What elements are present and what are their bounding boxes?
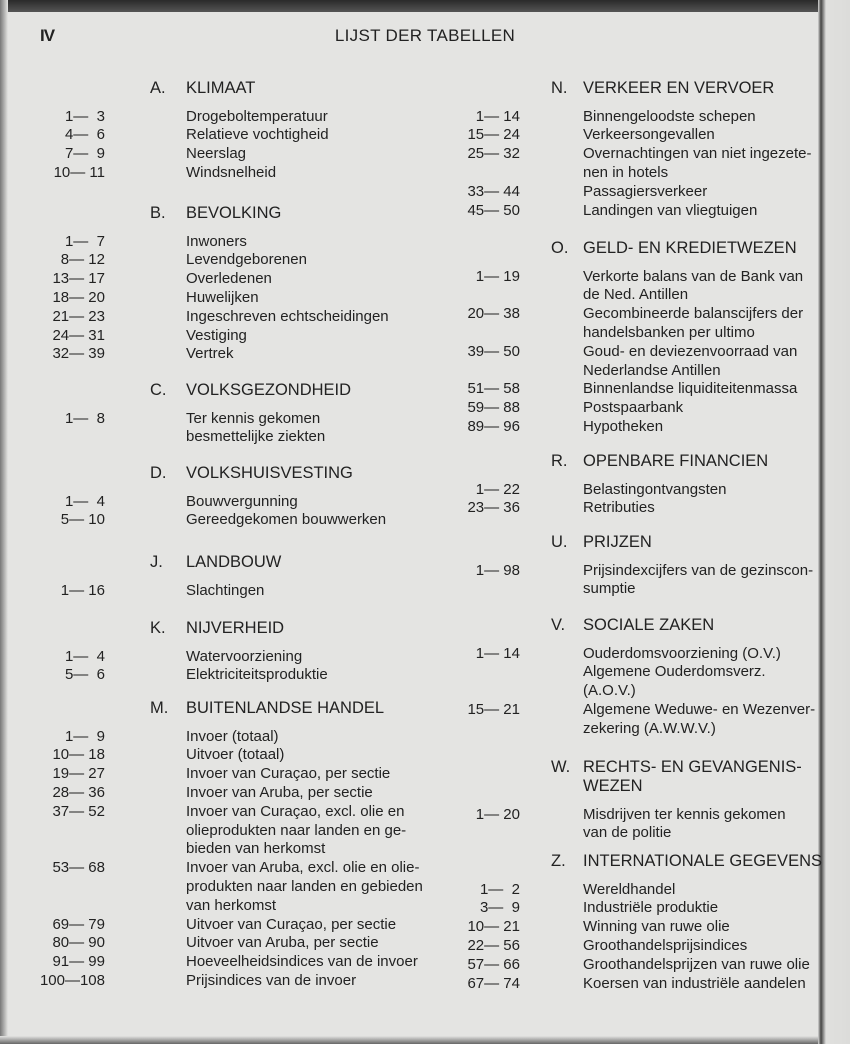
table-number-range: 10— 11 (53, 163, 105, 181)
table-number-range: 1— 14 (475, 107, 520, 125)
table-entry (420, 418, 850, 437)
table-entry (420, 663, 850, 701)
table-entry (420, 399, 850, 418)
table-number-range: 18— 20 (52, 288, 105, 306)
table-entry (0, 784, 440, 803)
table-number-range: 1— 3 (64, 107, 105, 125)
section-heading (420, 77, 850, 99)
table-number-range: 80— 90 (52, 934, 105, 952)
toc-section (0, 379, 440, 447)
table-entry (0, 126, 440, 145)
table-number-range: 39— 50 (467, 342, 520, 360)
section-items (0, 582, 440, 601)
table-entry (0, 648, 440, 667)
section-title-line: BEVOLKING (186, 204, 282, 222)
toc-section (0, 551, 440, 600)
section-heading (0, 202, 440, 224)
table-entry (420, 881, 850, 900)
section-title (583, 850, 822, 872)
table-number-range: 1— 4 (64, 647, 105, 665)
table-title-line: Levendgeborenen (186, 251, 307, 269)
section-title-line: VOLKSHUISVESTING (186, 464, 353, 482)
table-number-range: 1— 8 (64, 409, 105, 427)
section-title (583, 237, 797, 259)
table-entry (420, 645, 850, 664)
table-entry (420, 380, 850, 399)
toc-section (0, 617, 440, 685)
table-title-line: van de politie (583, 824, 672, 842)
table-title-line: Invoer (totaal) (186, 727, 279, 745)
table-entry (0, 270, 440, 289)
section-title (583, 531, 652, 553)
table-title-line: Groothandelsprijsindices (583, 936, 748, 954)
section-letter: C. (150, 381, 167, 399)
section-letter: V. (551, 616, 566, 634)
section-letter: Z. (551, 852, 566, 870)
section-title-line: VERKEER EN VERVOER (583, 79, 775, 97)
section-title-line: OPENBARE FINANCIEN (583, 452, 769, 470)
table-title-line: Neerslag (186, 145, 247, 163)
table-entry (0, 327, 440, 346)
section-letter: D. (150, 464, 167, 482)
table-number-range: 24— 31 (52, 326, 105, 344)
table-entry (0, 308, 440, 327)
table-title-line: Overnachtingen van niet ingezete- (583, 145, 812, 163)
table-title-line: Wereldhandel (583, 880, 676, 898)
section-heading (420, 531, 850, 553)
table-entry (0, 251, 440, 270)
section-title-line: VOLKSGEZONDHEID (186, 381, 352, 399)
table-number-range: 15— 24 (467, 126, 520, 144)
section-title-line: WEZEN (583, 777, 643, 795)
section-items (420, 806, 850, 844)
section-items (420, 481, 850, 519)
right-column (420, 0, 850, 1044)
section-items (420, 881, 850, 994)
table-entry (420, 183, 850, 202)
table-number-range: 1— 14 (475, 644, 520, 662)
table-title-line: Verkorte balans van de Bank van (583, 267, 804, 285)
table-entry (420, 806, 850, 844)
table-entry (0, 345, 440, 364)
toc-section (0, 77, 440, 183)
section-title (583, 450, 768, 472)
table-title-line: Vertrek (186, 345, 234, 363)
table-entry (420, 899, 850, 918)
section-title (186, 697, 384, 719)
table-entry (0, 765, 440, 784)
section-heading (420, 614, 850, 636)
table-entry (0, 859, 440, 915)
table-title-line: Windsnelheid (186, 163, 277, 181)
table-title-line: Misdrijven ter kennis gekomen (583, 805, 786, 823)
section-letter: N. (551, 79, 568, 97)
table-title-line: handelsbanken per ultimo (583, 323, 755, 341)
table-title-line: Ingeschreven echtscheidingen (186, 307, 389, 325)
table-title-line: (A.O.V.) (583, 682, 636, 700)
table-title-line: nen in hotels (583, 163, 669, 181)
table-number-range: 32— 39 (52, 345, 105, 363)
section-heading (420, 850, 850, 872)
table-title-line: Binnengeloodste schepen (583, 107, 756, 125)
table-title-line: Vestiging (186, 326, 247, 344)
table-entry (420, 305, 850, 343)
table-number-range: 89— 96 (467, 417, 520, 435)
table-title-line: Hypotheken (583, 417, 664, 435)
table-entry (420, 343, 850, 381)
section-letter: J. (150, 553, 163, 571)
table-number-range: 8— 12 (60, 251, 105, 269)
table-entry (420, 108, 850, 127)
table-title-line: Hoeveelheidsindices van de invoer (186, 953, 418, 971)
section-letter: U. (551, 533, 568, 551)
table-title-line: Relatieve vochtigheid (186, 126, 329, 144)
table-number-range: 1— 20 (475, 805, 520, 823)
table-entry (420, 481, 850, 500)
table-number-range: 53— 68 (52, 859, 105, 877)
table-entry (0, 108, 440, 127)
table-number-range: 91— 99 (52, 953, 105, 971)
table-entry (0, 233, 440, 252)
table-title-line: Winning van ruwe olie (583, 918, 730, 936)
table-title-line: Retributies (583, 499, 655, 517)
table-number-range: 10— 18 (52, 746, 105, 764)
section-letter: W. (551, 758, 571, 776)
table-title-line: Binnenlandse liquiditeitenmassa (583, 380, 798, 398)
section-heading (0, 379, 440, 401)
table-title-line: Prijsindices van de invoer (186, 971, 357, 989)
table-title-line: sumptie (583, 580, 636, 598)
table-number-range: 1— 7 (64, 232, 105, 250)
section-title (186, 379, 351, 401)
table-entry (420, 145, 850, 183)
table-entry (0, 934, 440, 953)
table-title-line: Gereedgekomen bouwwerken (186, 511, 387, 529)
section-items (420, 108, 850, 221)
table-number-range: 10— 21 (467, 918, 520, 936)
section-title-line: NIJVERHEID (186, 619, 285, 637)
section-heading (420, 450, 850, 472)
section-title (583, 77, 774, 99)
table-title-line: Prijsindexcijfers van de gezinscon- (583, 561, 814, 579)
section-items (420, 562, 850, 600)
section-heading (0, 77, 440, 99)
table-number-range: 15— 21 (467, 700, 520, 718)
table-number-range: 23— 36 (467, 499, 520, 517)
table-entry (420, 937, 850, 956)
section-heading (0, 697, 440, 719)
toc-section (0, 202, 440, 364)
section-heading (420, 756, 850, 797)
section-title (186, 202, 281, 224)
table-title-line: Elektriciteitsproduktie (186, 666, 328, 684)
table-entry (0, 145, 440, 164)
toc-section (420, 614, 850, 739)
section-letter: B. (150, 204, 166, 222)
table-number-range: 28— 36 (52, 783, 105, 801)
section-title-line: LANDBOUW (186, 553, 282, 571)
section-title-line: INTERNATIONALE GEGEVENS (583, 852, 822, 870)
table-title-line: Invoer van Aruba, excl. olie en olie- (186, 859, 420, 877)
section-heading (0, 617, 440, 639)
section-title-line: RECHTS- EN GEVANGENIS- (583, 758, 802, 776)
section-items (0, 233, 440, 365)
toc-section (0, 462, 440, 530)
table-title-line: Uitvoer (totaal) (186, 746, 285, 764)
table-title-line: Landingen van vliegtuigen (583, 201, 758, 219)
section-title-line: PRIJZEN (583, 533, 652, 551)
table-title-line: Belastingontvangsten (583, 480, 727, 498)
toc-section (420, 850, 850, 993)
table-title-line: Industriële produktie (583, 899, 719, 917)
section-title-line: SOCIALE ZAKEN (583, 616, 715, 634)
section-heading (420, 237, 850, 259)
table-title-line: Slachtingen (186, 581, 265, 599)
table-entry (420, 126, 850, 145)
table-number-range: 19— 27 (52, 765, 105, 783)
section-title (186, 77, 255, 99)
table-number-range: 25— 32 (467, 145, 520, 163)
toc-section (420, 237, 850, 437)
table-title-line: Goud- en deviezenvoorraad van (583, 342, 798, 360)
table-entry (0, 164, 440, 183)
table-title-line: de Ned. Antillen (583, 286, 689, 304)
table-title-line: Algemene Ouderdomsverz. (583, 663, 766, 681)
table-number-range: 3— 9 (479, 899, 520, 917)
table-entry (420, 701, 850, 739)
table-number-range: 59— 88 (467, 399, 520, 417)
section-letter: K. (150, 619, 166, 637)
table-entry (0, 953, 440, 972)
table-title-line: Bouwvergunning (186, 492, 298, 510)
table-number-range: 69— 79 (52, 915, 105, 933)
section-title-line: GELD- EN KREDIETWEZEN (583, 239, 797, 257)
table-title-line: Groothandelsprijzen van ruwe olie (583, 955, 810, 973)
table-number-range: 20— 38 (467, 305, 520, 323)
table-entry (0, 493, 440, 512)
table-number-range: 1— 19 (475, 267, 520, 285)
section-heading (0, 462, 440, 484)
section-items (0, 493, 440, 531)
table-number-range: 45— 50 (467, 201, 520, 219)
table-entry (0, 916, 440, 935)
section-title (186, 462, 353, 484)
table-number-range: 51— 58 (467, 380, 520, 398)
table-title-line: Gecombineerde balanscijfers der (583, 305, 804, 323)
toc-section (420, 450, 850, 518)
section-letter: A. (150, 79, 166, 97)
table-entry (420, 562, 850, 600)
table-number-range: 1— 4 (64, 492, 105, 510)
table-number-range: 5— 10 (60, 511, 105, 529)
toc-section (420, 531, 850, 599)
table-number-range: 7— 9 (64, 145, 105, 163)
section-letter: O. (551, 239, 569, 257)
table-number-range: 1— 98 (475, 561, 520, 579)
section-letter: M. (150, 699, 169, 717)
table-entry (420, 268, 850, 306)
table-title-line: Ter kennis gekomen (186, 409, 321, 427)
table-entry (0, 582, 440, 601)
table-title-line: Passagiersverkeer (583, 182, 708, 200)
page-title: LIJST DER TABELLEN (334, 26, 516, 45)
table-entry (0, 410, 440, 448)
section-items (0, 648, 440, 686)
section-items (420, 645, 850, 739)
section-title (583, 614, 714, 636)
toc-section (420, 756, 850, 843)
table-number-range: 1— 16 (60, 581, 105, 599)
table-entry (420, 918, 850, 937)
table-entry (420, 956, 850, 975)
table-number-range: 57— 66 (467, 955, 520, 973)
section-items (0, 728, 440, 991)
table-number-range: 1— 2 (479, 880, 520, 898)
table-title-line: Huwelijken (186, 288, 259, 306)
table-number-range: 37— 52 (52, 802, 105, 820)
toc-section (0, 697, 440, 991)
table-number-range: 5— 6 (64, 666, 105, 684)
table-number-range: 100—108 (39, 971, 105, 989)
table-title-line: Overledenen (186, 270, 272, 288)
table-number-range: 21— 23 (52, 307, 105, 325)
table-number-range: 67— 74 (467, 974, 520, 992)
table-number-range: 4— 6 (64, 126, 105, 144)
table-title-line: produkten naar landen en gebieden (186, 877, 423, 895)
section-items (0, 410, 440, 448)
table-title-line: Algemene Weduwe- en Wezenver- (583, 700, 816, 718)
section-heading (0, 551, 440, 573)
table-entry (0, 511, 440, 530)
section-letter: R. (551, 452, 568, 470)
table-title-line: Uitvoer van Aruba, per sectie (186, 934, 379, 952)
section-title (186, 551, 281, 573)
table-title-line: Koersen van industriële aandelen (583, 974, 806, 992)
table-number-range: 22— 56 (467, 936, 520, 954)
table-entry (0, 972, 440, 991)
table-title-line: Ouderdomsvoorziening (O.V.) (583, 644, 781, 662)
table-number-range: 1— 9 (64, 727, 105, 745)
table-title-line: Drogeboltemperatuur (186, 107, 328, 125)
section-items (420, 268, 850, 437)
table-number-range: 13— 17 (52, 270, 105, 288)
table-title-line: Invoer van Aruba, per sectie (186, 783, 373, 801)
table-number-range: 33— 44 (467, 182, 520, 200)
table-title-line: Watervoorziening (186, 647, 303, 665)
page-number: IV (40, 26, 55, 45)
table-title-line: olieprodukten naar landen en ge- (186, 821, 407, 839)
table-title-line: zekering (A.W.W.V.) (583, 719, 716, 737)
table-title-line: bieden van herkomst (186, 840, 326, 858)
table-entry (420, 975, 850, 994)
table-title-line: van herkomst (186, 896, 277, 914)
table-title-line: Invoer van Curaçao, excl. olie en (186, 802, 405, 820)
table-entry (0, 666, 440, 685)
table-title-line: Nederlandse Antillen (583, 361, 721, 379)
table-title-line: Invoer van Curaçao, per sectie (186, 765, 391, 783)
table-title-line: besmettelijke ziekten (186, 428, 326, 446)
section-items (0, 108, 440, 183)
table-number-range: 1— 22 (475, 480, 520, 498)
table-entry (420, 202, 850, 221)
section-title-line: BUITENLANDSE HANDEL (186, 699, 385, 717)
toc-section (420, 77, 850, 220)
table-entry (0, 746, 440, 765)
table-entry (420, 499, 850, 518)
table-entry (0, 289, 440, 308)
section-title (186, 617, 284, 639)
table-title-line: Inwoners (186, 232, 247, 250)
table-entry (0, 728, 440, 747)
table-entry (0, 803, 440, 859)
table-title-line: Postspaarbank (583, 399, 684, 417)
section-title (583, 758, 802, 796)
section-title-line: KLIMAAT (186, 79, 256, 97)
table-title-line: Verkeersongevallen (583, 126, 715, 144)
table-title-line: Uitvoer van Curaçao, per sectie (186, 915, 397, 933)
